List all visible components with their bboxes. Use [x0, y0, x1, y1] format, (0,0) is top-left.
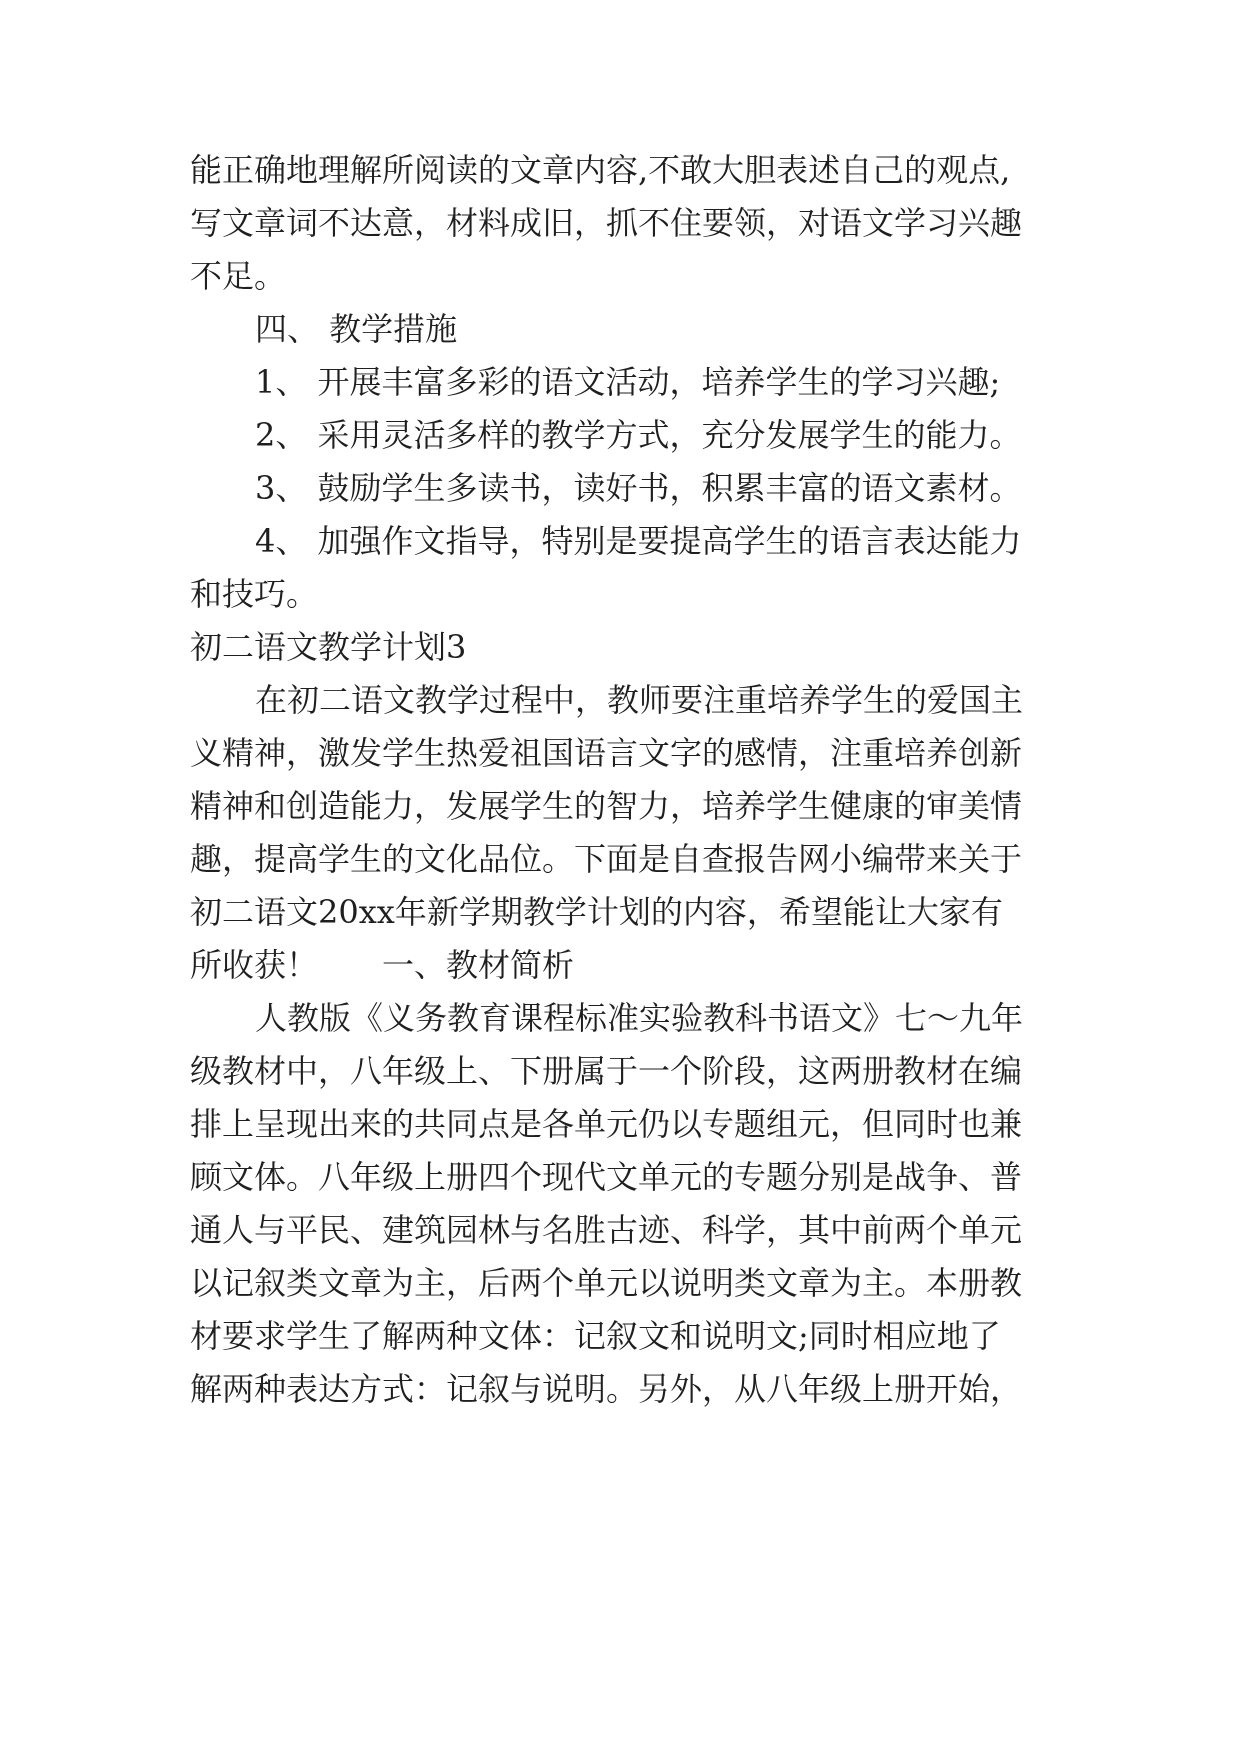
text-line: 在初二语文教学过程中，教师要注重培养学生的爱国主 [255, 681, 1024, 719]
list-item: 1、 开展丰富多彩的语文活动，培养学生的学习兴趣; [255, 363, 1001, 401]
section-heading: 四、 教学措施 [255, 310, 458, 348]
text-line: 不足。 [190, 257, 287, 295]
list-item: 2、 采用灵活多样的教学方式，充分发展学生的能力。 [255, 416, 1022, 454]
text-line: 人教版《义务教育课程标准实验教科书语文》七～九年 [255, 999, 1024, 1037]
text-line: 所收获！ 一、教材简析 [190, 946, 575, 984]
text-line: 能正确地理解所阅读的文章内容,不敢大胆表述自己的观点, [190, 151, 1011, 189]
text-line: 写文章词不达意，材料成旧，抓不住要领，对语文学习兴趣 [190, 204, 1023, 242]
text-line: 顾文体。八年级上册四个现代文单元的专题分别是战争、普 [190, 1158, 1023, 1196]
text-line: 义精神，激发学生热爱祖国语言文字的感情，注重培养创新 [190, 734, 1023, 772]
text-line: 材要求学生了解两种文体：记叙文和说明文;同时相应地了 [190, 1317, 1001, 1355]
text-line: 和技巧。 [190, 575, 319, 613]
text-line: 以记叙类文章为主，后两个单元以说明类文章为主。本册教 [190, 1264, 1023, 1302]
text-line: 解两种表达方式：记叙与说明。另外，从八年级上册开始， [190, 1370, 1023, 1408]
text-line: 排上呈现出来的共同点是各单元仍以专题组元，但同时也兼 [190, 1105, 1023, 1143]
text-line: 精神和创造能力，发展学生的智力，培养学生健康的审美情 [190, 787, 1023, 825]
text-line: 趣，提高学生的文化品位。下面是自查报告网小编带来关于 [190, 840, 1023, 878]
text-line: 级教材中，八年级上、下册属于一个阶段，这两册教材在编 [190, 1052, 1023, 1090]
text-line: 初二语文20xx年新学期教学计划的内容，希望能让大家有 [190, 893, 1003, 931]
list-item: 4、 加强作文指导，特别是要提高学生的语言表达能力 [255, 522, 1022, 560]
document-title: 初二语文教学计划3 [190, 628, 467, 666]
list-item: 3、 鼓励学生多读书，读好书，积累丰富的语文素材。 [255, 469, 1022, 507]
text-line: 通人与平民、建筑园林与名胜古迹、科学，其中前两个单元 [190, 1211, 1023, 1249]
